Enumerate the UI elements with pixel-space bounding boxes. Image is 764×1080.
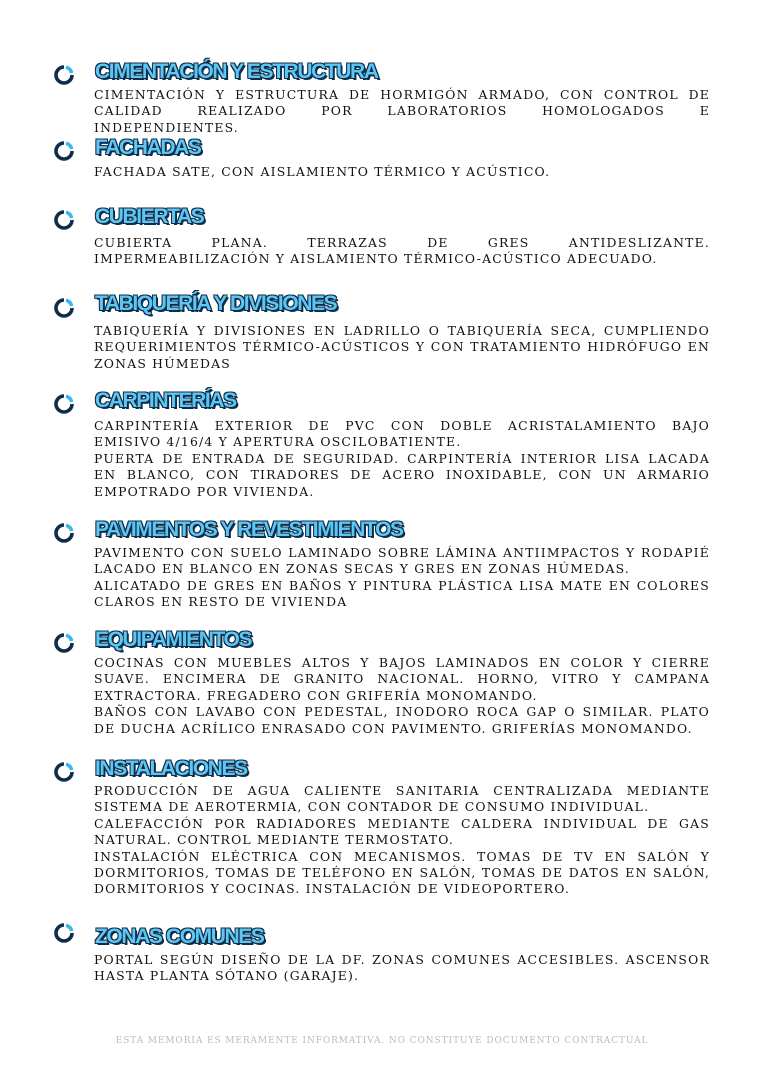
section-body bbox=[94, 545, 710, 611]
circle-logo-icon bbox=[54, 523, 74, 543]
paragraph: CIMENTACIÓN Y ESTRUCTURA DE HORMIGÓN ARMADO, CON CONTROL DE CALIDAD REALIZADO POR LABORATORIOS HOMOLOGADOS E INDEPENDIENTES. bbox=[94, 87, 710, 135]
section-body bbox=[94, 164, 710, 180]
section-body bbox=[94, 655, 710, 737]
circle-logo-icon bbox=[54, 210, 74, 230]
section-title: TABIQUERÍA Y DIVISIONES bbox=[95, 292, 337, 315]
circle-logo-icon bbox=[54, 141, 74, 161]
paragraph: CALEFACCIÓN POR RADIADORES MEDIANTE CALDERA INDIVIDUAL DE GAS NATURAL. CONTROL MEDIANTE TERMOSTATO. bbox=[94, 815, 710, 848]
paragraph: ALICATADO DE GRES EN BAÑOS Y PINTURA PLÁSTICA LISA MATE EN COLORES CLAROS EN RESTO DE VIVIENDA bbox=[94, 577, 710, 610]
section-body bbox=[94, 783, 710, 898]
section-body bbox=[94, 418, 710, 500]
section-body bbox=[94, 952, 710, 985]
paragraph: PUERTA DE ENTRADA DE SEGURIDAD. CARPINTERÍA INTERIOR LISA LACADA EN BLANCO, CON TIRADORES DE ACERO INOXIDABLE, CON UN ARMARIO EMPOTRADO POR VIVIENDA. bbox=[94, 450, 710, 499]
circle-logo-icon bbox=[54, 633, 74, 653]
paragraph: INSTALACIÓN ELÉCTRICA CON MECANISMOS. TOMAS DE TV EN SALÓN Y DORMITORIOS, TOMAS DE TELÉFONO EN SALÓN, TOMAS DE DATOS EN SALÓN, DORMITORIOS Y COCINAS. INSTALACIÓN DE VIDEOPORTERO. bbox=[94, 848, 710, 897]
paragraph: COCINAS CON MUEBLES ALTOS Y BAJOS LAMINADOS EN COLOR Y CIERRE SUAVE. ENCIMERA DE GRANITO NACIONAL. HORNO, VITRO Y CAMPANA EXTRACTORA. FREGADERO CON GRIFERÍA MONOMANDO. bbox=[94, 655, 710, 703]
circle-logo-icon bbox=[54, 394, 74, 414]
paragraph: CARPINTERÍA EXTERIOR DE PVC CON DOBLE ACRISTALAMIENTO BAJO EMISIVO 4/16/4 Y APERTURA OSCILOBATIENTE. bbox=[94, 418, 710, 450]
circle-logo-icon bbox=[54, 298, 74, 318]
section-title: EQUIPAMIENTOS bbox=[95, 628, 252, 651]
paragraph: FACHADA SATE, CON AISLAMIENTO TÉRMICO Y ACÚSTICO. bbox=[94, 164, 551, 179]
paragraph: PORTAL SEGÚN DISEÑO DE LA DF. ZONAS COMUNES ACCESIBLES. ASCENSOR HASTA PLANTA SÓTANO (GARAJE). bbox=[94, 952, 710, 984]
circle-logo-icon bbox=[54, 65, 74, 85]
section-title: CARPINTERÍAS bbox=[95, 389, 236, 412]
paragraph: TABIQUERÍA Y DIVISIONES EN LADRILLO O TABIQUERÍA SECA, CUMPLIENDO REQUERIMIENTOS TÉRMICO-ACÚSTICOS Y CON TRATAMIENTO HIDRÓFUGO EN ZONAS HÚMEDAS bbox=[94, 323, 710, 371]
paragraph: BAÑOS CON LAVABO CON PEDESTAL, INODORO ROCA GAP O SIMILAR. PLATO DE DUCHA ACRÍLICO ENRASADO CON PAVIMENTO. GRIFERÍAS MONOMANDO. bbox=[94, 704, 710, 736]
circle-logo-icon bbox=[54, 923, 74, 943]
section-title: CIMENTACIÓN Y ESTRUCTURA bbox=[95, 60, 378, 83]
circle-logo-icon bbox=[54, 762, 74, 782]
section-body bbox=[94, 87, 710, 136]
section-title: FACHADAS bbox=[95, 136, 201, 159]
paragraph: PAVIMENTO CON SUELO LAMINADO SOBRE LÁMINA ANTIIMPACTOS Y RODAPIÉ LACADO EN BLANCO EN ZONAS SECAS Y GRES EN ZONAS HÚMEDAS. bbox=[94, 545, 710, 577]
section-title: INSTALACIONES bbox=[95, 757, 247, 780]
section-title: ZONAS COMUNES bbox=[95, 925, 264, 948]
paragraph: CUBIERTA PLANA. TERRAZAS DE GRES ANTIDESLIZANTE. IMPERMEABILIZACIÓN Y AISLAMIENTO TÉRMICO-ACÚSTICO ADECUADO. bbox=[94, 235, 710, 267]
paragraph: PRODUCCIÓN DE AGUA CALIENTE SANITARIA CENTRALIZADA MEDIANTE SISTEMA DE AEROTERMIA, CON CONTADOR DE CONSUMO INDIVIDUAL. bbox=[94, 783, 710, 815]
section-body bbox=[94, 235, 710, 268]
section-body bbox=[94, 323, 710, 372]
footer-disclaimer: ESTA MEMORIA ES MERAMENTE INFORMATIVA. NO CONSTITUYE DOCUMENTO CONTRACTUAL bbox=[115, 1036, 649, 1046]
section-title: CUBIERTAS bbox=[95, 205, 204, 228]
section-title: PAVIMENTOS Y REVESTIMIENTOS bbox=[95, 518, 403, 541]
